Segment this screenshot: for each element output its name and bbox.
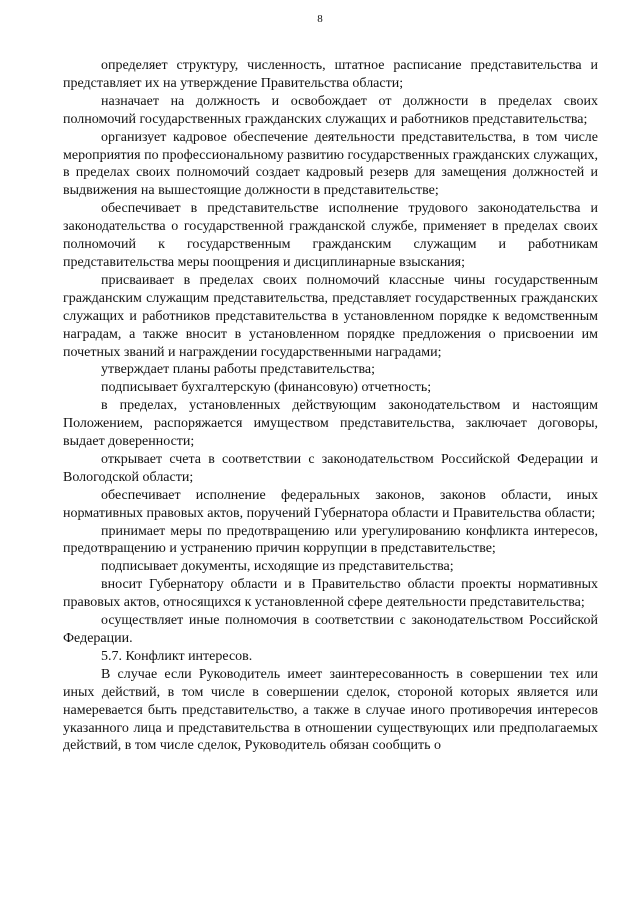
- paragraph: присваивает в пределах своих полномочий классные чины государственным гражданским служащим представительства, представляет государственных гражданских служащих и работников представительства в установленном порядке к ведомственным наградам, а также вносит в установленном порядке предложения о присвоении им почетных званий и награждении государственными наградами;: [63, 272, 598, 360]
- paragraph: осуществляет иные полномочия в соответствии с законодательством Российской Федерации.: [63, 613, 598, 646]
- paragraph: в пределах, установленных действующим законодательством и настоящим Положением, распоряжается имуществом представительства, заключает договоры, выдает доверенности;: [63, 398, 598, 450]
- page-number: 8: [317, 13, 323, 25]
- paragraph: принимает меры по предотвращению или урегулированию конфликта интересов, предотвращению и устранению причин коррупции в представительстве;: [63, 523, 598, 557]
- document-body: [63, 57, 598, 755]
- paragraph: утверждает планы работы представительства;: [101, 362, 375, 378]
- paragraph: В случае если Руководитель имеет заинтересованность в совершении тех или иных действий, в том числе в совершении сделок, стороной которых является или намеревается быть представительство, а также в случае иного противоречия интересов указанного лица и представительства в отношении существующих или предполагаемых действий, в том числе сделок, Руководитель обязан сообщить о: [63, 666, 598, 754]
- paragraph: вносит Губернатору области и в Правительство области проекты нормативных правовых актов, относящихся к установленной сфере деятельности представительства;: [63, 577, 598, 611]
- paragraph: назначает на должность и освобождает от должности в пределах своих полномочий государственных гражданских служащих и работников представительства;: [63, 93, 598, 127]
- paragraph: подписывает документы, исходящие из представительства;: [101, 559, 454, 575]
- paragraph: обеспечивает исполнение федеральных законов, законов области, иных нормативных правовых актов, поручений Губернатора области и Правительства области;: [63, 487, 598, 521]
- paragraph: открывает счета в соответствии с законодательством Российской Федерации и Вологодской области;: [63, 451, 598, 485]
- section-heading: 5.7. Конфликт интересов.: [101, 648, 253, 664]
- paragraph: организует кадровое обеспечение деятельности представительства, в том числе мероприятия по профессиональному развитию государственных гражданских служащих, в пределах своих полномочий создает кадровый резерв для замещения должностей и выдвижения на вышестоящие должности в представительстве;: [63, 129, 598, 199]
- paragraph: определяет структуру, численность, штатное расписание представительства и представляет их на утверждение Правительства области;: [63, 58, 598, 91]
- paragraph: обеспечивает в представительстве исполнение трудового законодательства и законодательства о государственной гражданской службе, применяет в пределах своих полномочий к государственным гражданским служащим и работникам представительства меры поощрения и дисциплинарные взыскания;: [63, 201, 598, 270]
- paragraph: подписывает бухгалтерскую (финансовую) отчетность;: [101, 380, 432, 396]
